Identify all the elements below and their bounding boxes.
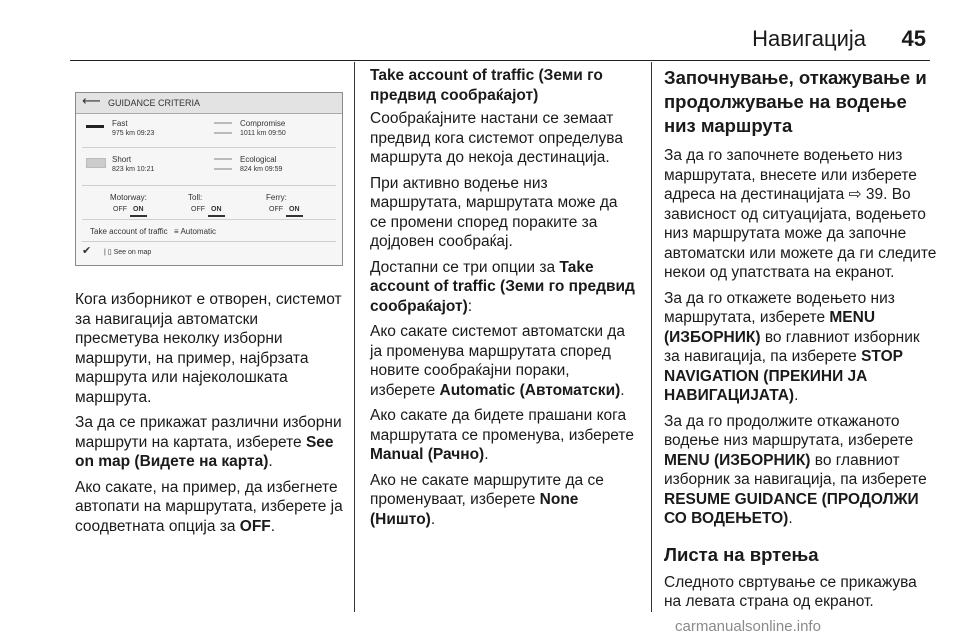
text: . xyxy=(270,517,276,535)
route-name: Fast xyxy=(112,119,128,128)
switch-on: ON xyxy=(130,205,147,217)
route-option xyxy=(82,117,202,145)
text: . xyxy=(620,381,625,399)
text: Ако сакате, на пример, да избегнете автопати на маршрутата, изберете ја соодветната опција за xyxy=(75,478,343,535)
paragraph: Следното свртување се прикажува на левата страна од екранот. xyxy=(664,573,917,610)
back-arrow-icon: ⟵ xyxy=(82,93,101,108)
paragraph xyxy=(370,322,638,400)
route-distance: 1011 km 09:50 xyxy=(240,130,286,137)
text: . xyxy=(794,387,799,404)
see-on-map-button-label: | ▯ See on map xyxy=(104,249,152,256)
route-name: Ecological xyxy=(240,155,277,164)
option-label: Motorway: xyxy=(110,193,147,202)
on-off-switch xyxy=(266,205,303,217)
ui-term: RESUME GUIDANCE (ПРОДОЛЖИ СО ВОДЕЊЕТО) xyxy=(664,490,919,527)
column-divider xyxy=(651,62,652,612)
text: Достапни се три опции за xyxy=(370,258,560,276)
switch-on: ON xyxy=(208,205,225,217)
text: За да го откажете водењето низ маршрутата, изберете xyxy=(664,289,895,326)
route-name: Short xyxy=(112,155,132,164)
route-name: Compromise xyxy=(240,119,286,128)
text: . xyxy=(430,510,436,528)
text: . xyxy=(484,446,489,463)
column-divider xyxy=(354,62,355,612)
route-option xyxy=(210,117,336,145)
watermark: carmanualsonline.info xyxy=(675,618,821,635)
column-3 xyxy=(664,66,938,618)
traffic-mode: ≡ Automatic xyxy=(174,227,217,236)
switch-off: OFF xyxy=(113,206,127,213)
option-label: Ferry: xyxy=(266,193,287,202)
route-line-icon xyxy=(86,125,104,128)
screen-title: GUIDANCE CRITERIA xyxy=(108,98,201,108)
column-2 xyxy=(370,66,638,535)
route-line-icon xyxy=(214,122,232,134)
on-off-switch xyxy=(188,205,225,217)
ui-term: MENU (ИЗБОРНИК) xyxy=(664,451,811,469)
traffic-setting xyxy=(90,227,217,237)
text: . Во зависност од ситуацијата, водењето низ маршрутата може да започне автоматски или можете да ги следите некои од упатствата на екранот. xyxy=(664,186,937,281)
divider xyxy=(82,241,336,242)
ui-term: Take account of traffic (Земи го предвид сообраќајот) xyxy=(370,258,635,315)
divider xyxy=(82,219,336,220)
route-distance: 824 km 09:59 xyxy=(240,166,283,173)
paragraph: При активно водење низ маршрутата, маршрутата може да се промени според пораките за дојдовен сообраќај. xyxy=(370,174,618,250)
option-label: Toll: xyxy=(188,193,203,202)
section-heading: Листа на вртења xyxy=(664,543,819,565)
section-heading: Започнување, откажување и продолжување на водење низ маршрута xyxy=(664,67,927,136)
section-heading: Take account of traffic (Земи го предвид сообраќајот) xyxy=(370,67,603,104)
switch-off: OFF xyxy=(269,206,283,213)
switch-on: ON xyxy=(286,205,303,217)
route-line-icon xyxy=(214,158,232,170)
text: : xyxy=(467,297,473,315)
paragraph xyxy=(370,258,638,317)
ui-term: See on map (Видете на карта) xyxy=(75,433,334,470)
text: во главниот изборник за навигација, па изберете xyxy=(664,451,927,488)
ui-term: OFF xyxy=(239,517,271,535)
paragraph xyxy=(370,406,638,465)
paragraph xyxy=(664,146,938,283)
ui-term: STOP NAVIGATION (ПРЕКИНИ ЈА НАВИГАЦИЈАТА) xyxy=(664,348,903,404)
route-option xyxy=(82,153,202,181)
ui-term: MENU (ИЗБОРНИК) xyxy=(664,309,876,346)
text: Ако сакате да бидете прашани кога маршрутата се променува, изберете xyxy=(370,407,634,444)
text: За да се прикажат различни изборни маршрути на картата, изберете xyxy=(75,414,342,451)
see-on-map-text: See on map xyxy=(113,249,152,256)
route-distance: 823 km 10:21 xyxy=(112,166,155,173)
ui-term: Manual (Рачно) xyxy=(370,446,485,463)
text: Ако не сакате маршрутите да се променуваат, изберете xyxy=(370,471,604,508)
paragraph xyxy=(664,412,938,529)
paragraph xyxy=(664,289,938,406)
paragraph xyxy=(75,478,343,537)
switch-off: OFF xyxy=(191,206,205,213)
paragraph: Кога изборникот е отворен, системот за навигација автоматски пресметува неколку изборни маршрути, на пример, најбрзата маршрута или најеколошката маршрута. xyxy=(75,291,342,406)
divider xyxy=(82,147,336,148)
paragraph xyxy=(75,413,343,472)
header-rule xyxy=(70,60,930,61)
text: . xyxy=(788,510,793,527)
page-reference[interactable]: ⇨ 39 xyxy=(848,186,884,203)
divider xyxy=(82,185,336,186)
text: За да го продолжите откажаното водење низ маршрутата, изберете xyxy=(664,412,914,449)
traffic-mode-value: Automatic xyxy=(180,227,217,236)
checkmark-icon: ✔ xyxy=(82,245,92,257)
text: . xyxy=(268,453,273,470)
route-line-icon xyxy=(86,158,106,168)
ui-term: None (Ништо) xyxy=(370,491,579,528)
text: За да го започнете водењето низ маршрутата, внесете или изберете адреса на дестинацијата xyxy=(664,147,917,203)
screen-title-bar xyxy=(76,93,342,114)
column-1 xyxy=(75,290,343,542)
text: Ако сакате системот автоматски да ја променува маршрутата според новите сообраќајни пораки, изберете xyxy=(370,323,625,399)
route-option xyxy=(210,153,336,181)
route-distance: 975 km 09:23 xyxy=(112,130,155,137)
paragraph xyxy=(370,471,638,530)
traffic-label: Take account of traffic xyxy=(90,227,168,236)
text: во главниот изборник за навигација, па изберете xyxy=(664,328,920,365)
page-header xyxy=(70,22,930,62)
ui-term: Automatic (Автоматски) xyxy=(439,381,621,399)
guidance-criteria-screenshot xyxy=(75,92,343,266)
on-off-switch xyxy=(110,205,147,217)
page-title: Навигација xyxy=(752,26,866,51)
page-number: 45 xyxy=(901,26,926,51)
paragraph: Сообраќајните настани се земаат предвид кога системот определува маршрута до некоја дестинација. xyxy=(370,110,623,166)
